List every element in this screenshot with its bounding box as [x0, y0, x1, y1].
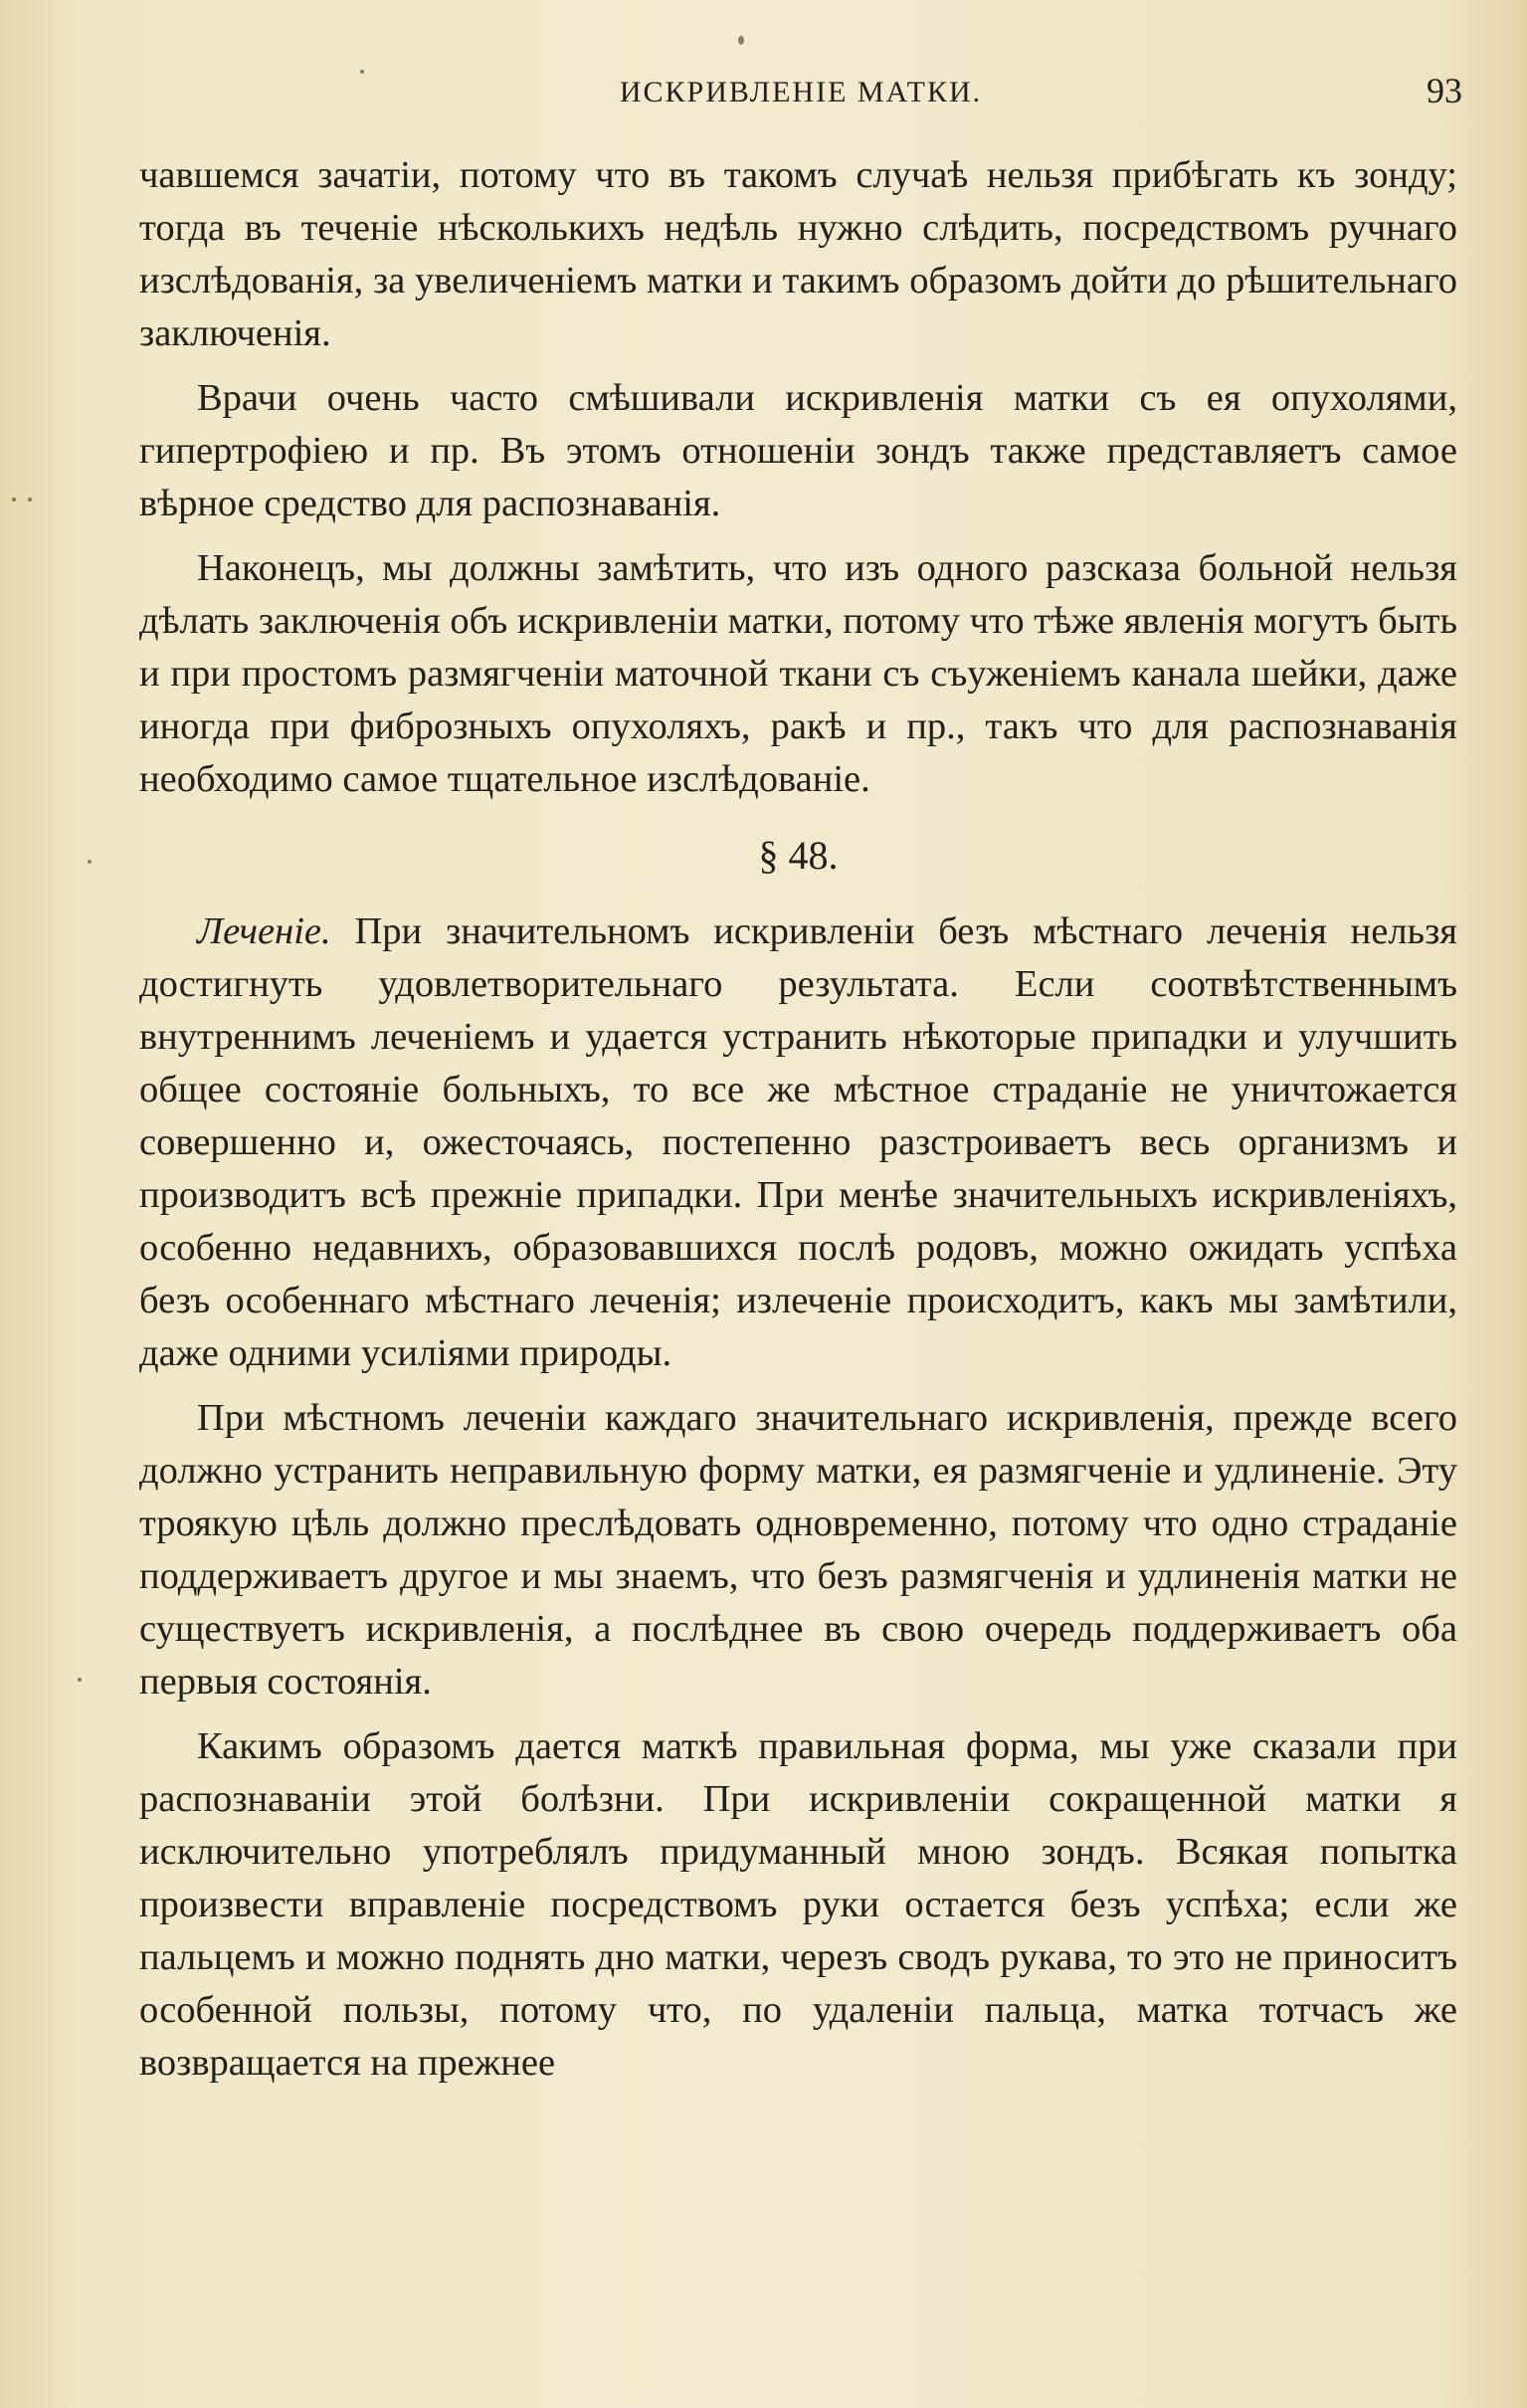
ink-speck: [360, 70, 364, 74]
paragraph: Наконецъ, мы должны замѣтить, что изъ одного разсказа больной нельзя дѣлать заключенія объ искривленіи матки, потому что тѣже явленія могутъ быть и при простомъ размягченіи маточной ткани съ съуженіемъ канала шейки, даже иногда при фиброзныхъ опухоляхъ, ракѣ и пр., такъ что для распознаванія необходимо самое тщательное изслѣдованіе.: [139, 547, 1457, 800]
ink-speck: [78, 1678, 82, 1682]
ink-speck: [88, 860, 92, 864]
paragraph: Врачи очень часто смѣшивали искривленія матки съ ея опухолями, гипертрофіею и пр. Въ этомъ отношеніи зондъ также представляетъ самое вѣрное средство для распознаванія.: [139, 377, 1457, 524]
paragraph: При мѣстномъ леченіи каждаго значительнаго искривленія, прежде всего должно устранить неправильную форму матки, ея размягченіе и удлиненіе. Эту троякую цѣль должно преслѣдовать одновременно, потому что одно страданіе поддерживаетъ другое и мы знаемъ, что безъ размягченія и удлиненія матки не существуетъ искривленія, а послѣднее въ свою очередь поддерживаетъ оба первыя состоянія.: [139, 1397, 1457, 1703]
paragraph-continued: чавшемся зачатіи, потому что въ такомъ случаѣ нельзя прибѣгать къ зонду; тогда въ теченіе нѣсколькихъ недѣль нужно слѣдить, посредствомъ ручнаго изслѣдованія, за увеличеніемъ матки и такимъ образомъ дойти до рѣшительнаго заключенія.: [139, 154, 1457, 354]
ink-speck: [738, 36, 744, 45]
paragraph: Какимъ образомъ дается маткѣ правильная форма, мы уже сказали при распознаваніи этой болѣзни. При искривленіи сокращенной матки я исключительно употреблялъ придуманный мною зондъ. Всякая попытка произвести вправленіе посредствомъ руки остается безъ успѣха; если же пальцемъ и можно поднять дно матки, черезъ сводъ рукава, то это не приноситъ особенной пользы, потому что, по удаленіи пальца, матка тотчасъ же возвращается на прежнее: [139, 1725, 1457, 2084]
section-first-paragraph-text: При значительномъ искривленіи безъ мѣстнаго леченія нельзя достигнуть удовлетворительнаго результата. Если соотвѣтственнымъ внутреннимъ леченіемъ и удается устранить нѣкоторые припадки и улучшить общее состояніе больныхъ, то все же мѣстное страданіе не уничтожается совершенно и, ожесточаясь, постепенно разстроиваетъ весь организмъ и производитъ всѣ прежніе припадки. При менѣе значительныхъ искривленіяхъ, особенно недавнихъ, образовавшихся послѣ родовъ, можно ожидать успѣха безъ особеннаго мѣстнаго леченія; излеченіе происходитъ, какъ мы замѣтили, даже одними усиліями природы.: [139, 910, 1458, 1374]
running-head: [139, 70, 1462, 119]
section-first-paragraph: [139, 905, 1457, 1380]
running-title: ИСКРИВЛЕНІЕ МАТКИ.: [619, 76, 983, 108]
section-lead: Леченіе.: [197, 910, 331, 952]
section-heading: § 48.: [758, 833, 839, 878]
page-number: 93: [1427, 71, 1462, 110]
body-text: [139, 149, 1457, 2102]
ink-speck: [28, 498, 32, 502]
ink-speck: [12, 498, 16, 502]
